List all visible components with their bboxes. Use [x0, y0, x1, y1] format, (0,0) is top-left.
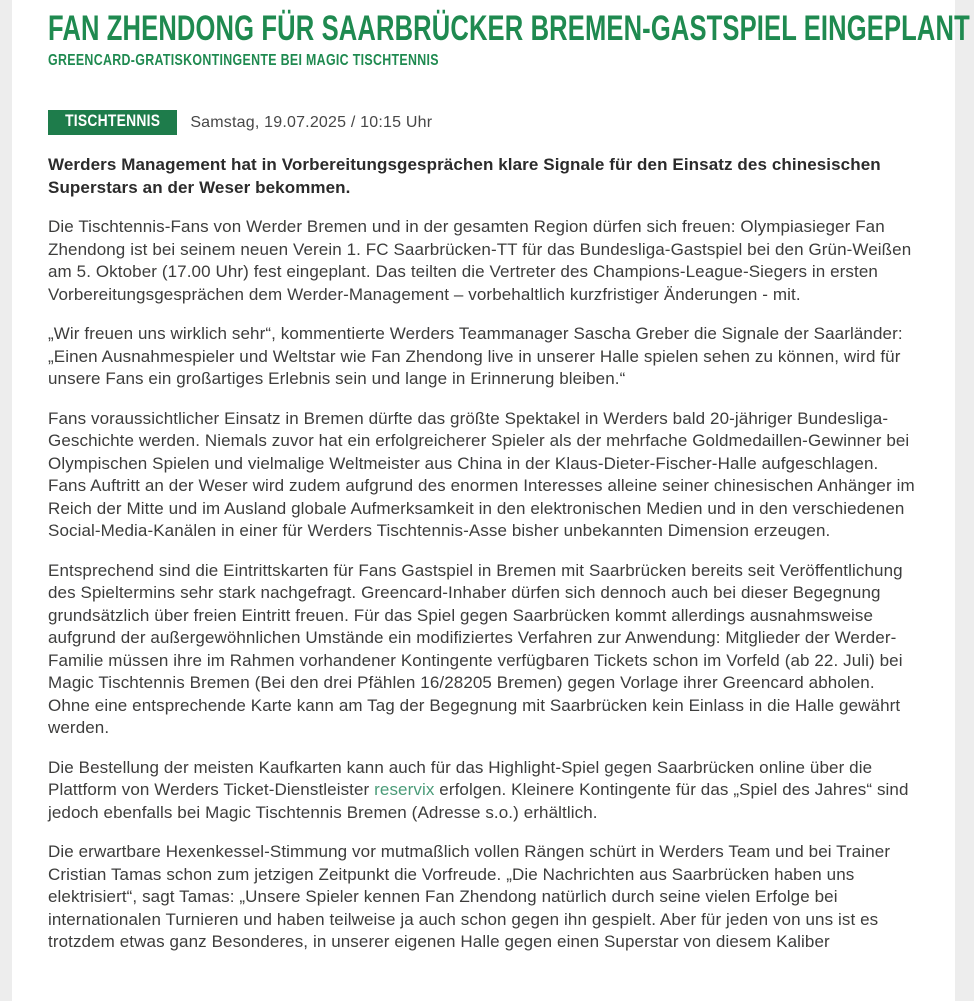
article-paragraph-6: Die erwartbare Hexenkessel-Stimmung vor mutmaßlich vollen Rängen schürt in Werders Team und bei Trainer Cristian Tamas schon zum jetzigen Zeitpunkt die Vorfreude. „Die Nachrichten aus Saarbrücken haben uns elektrisiert“, sagt Tamas: „Unsere Spieler kennen Fan Zhendong natürlich durch seine vielen Erfolge bei internationalen Turnieren und haben teilweise ja auch schon gegen ihn gespielt. Aber für jeden von uns ist es trotzdem etwas ganz Besonderes, in unserer eigenen Halle gegen einen Superstar von diesem Kaliber	[48, 842, 891, 951]
paragraph-5-text-before-link: Die Bestellung der meisten Kaufkarten kann auch für das Highlight-Spiel gegen Saarbrücken online über die Plattform von Werders Ticket-Dienstleister	[48, 757, 873, 799]
paragraph-5-text-after-link: erfolgen. Kleinere Kontingente für das „Spiel des Jahres“ sind jedoch ebenfalls bei Magic Tischtennis Bremen (Adresse s.o.) erhältlich.	[48, 780, 909, 822]
category-badge[interactable]	[48, 110, 177, 135]
publish-datetime: Samstag, 19.07.2025 / 10:15 Uhr	[190, 113, 433, 131]
article-meta-row	[48, 110, 915, 135]
reservix-link[interactable]: reservix	[374, 780, 435, 799]
article-paragraph-4: Entsprechend sind die Eintrittskarten für Fans Gastspiel in Bremen mit Saarbrücken bereits seit Veröffentlichung des Spieltermins sehr stark nachgefragt. Greencard-Inhaber dürfen sich dennoch auch bei dieser Begegnung grundsätzlich über freien Eintritt freuen. Für das Spiel gegen Saarbrücken kommt allerdings ausnahmsweise aufgrund der außergewöhnlichen Umstände ein modifiziertes Verfahren zur Anwendung: Mitglieder der Werder-Familie müssen ihre im Rahmen vorhandener Kontingente verfügbaren Tickets schon im Vorfeld (ab 22. Juli) bei Magic Tischtennis Bremen (Bei den drei Pfählen 16/28205 Bremen) gegen Vorlage ihrer Greencard abholen. Ohne eine entsprechende Karte kann am Tag der Begegnung mit Saarbrücken kein Einlass in die Halle gewährt werden.	[48, 560, 903, 737]
article-paragraph-2: „Wir freuen uns wirklich sehr“, kommentierte Werders Teammanager Sascha Greber die Signale der Saarländer: „Einen Ausnahmespieler und Weltstar wie Fan Zhendong live in unserer Halle spielen sehen zu können, wird für unsere Fans ein großartiges Erlebnis sein und lange in Erinnerung bleiben.“	[48, 324, 903, 388]
article-paragraph-5	[48, 757, 915, 825]
category-badge-label: TISCHTENNIS	[65, 112, 161, 130]
article-headline: FAN ZHENDONG FÜR SAARBRÜCKER BREMEN-GASTSPIEL EINGEPLANT	[48, 9, 970, 48]
article-lead-paragraph: Werders Management hat in Vorbereitungsgesprächen klare Signale für den Einsatz des chinesischen Superstars an der Weser bekommen.	[48, 155, 881, 197]
article-page	[12, 0, 970, 1001]
article-body	[48, 153, 915, 954]
article-subheadline: GREENCARD-GRATISKONTINGENTE BEI MAGIC TISCHTENNIS	[48, 52, 439, 69]
article-paragraph-3: Fans voraussichtlicher Einsatz in Bremen dürfte das größte Spektakel in Werders bald 20-jähriger Bundesliga-Geschichte werden. Niemals zuvor hat ein erfolgreicherer Spieler als der mehrfache Goldmedaillen-Gewinner bei Olympischen Spielen und vielmalige Weltmeister aus China in der Klaus-Dieter-Fischer-Halle aufgeschlagen. Fans Auftritt an der Weser wird zudem aufgrund des enormen Interesses alleine seiner chinesischen Anhänger im Reich der Mitte und im Ausland globale Aufmerksamkeit in den elektronischen Medien und in den verschiedenen Social-Media-Kanälen in einer für Werders Tischtennis-Asse bisher unbekannten Dimension erzeugen.	[48, 408, 915, 540]
article-paragraph-1: Die Tischtennis-Fans von Werder Bremen und in der gesamten Region dürfen sich freuen: Olympiasieger Fan Zhendong ist bei seinem neuen Verein 1. FC Saarbrücken-TT für das Bundesliga-Gastspiel bei den Grün-Weißen am 5. Oktober (17.00 Uhr) fest eingeplant. Das teilten die Vertreter des Champions-League-Siegers in ersten Vorbereitungsgesprächen dem Werder-Management – vorbehaltlich kurzfristiger Änderungen - mit.	[48, 217, 912, 304]
